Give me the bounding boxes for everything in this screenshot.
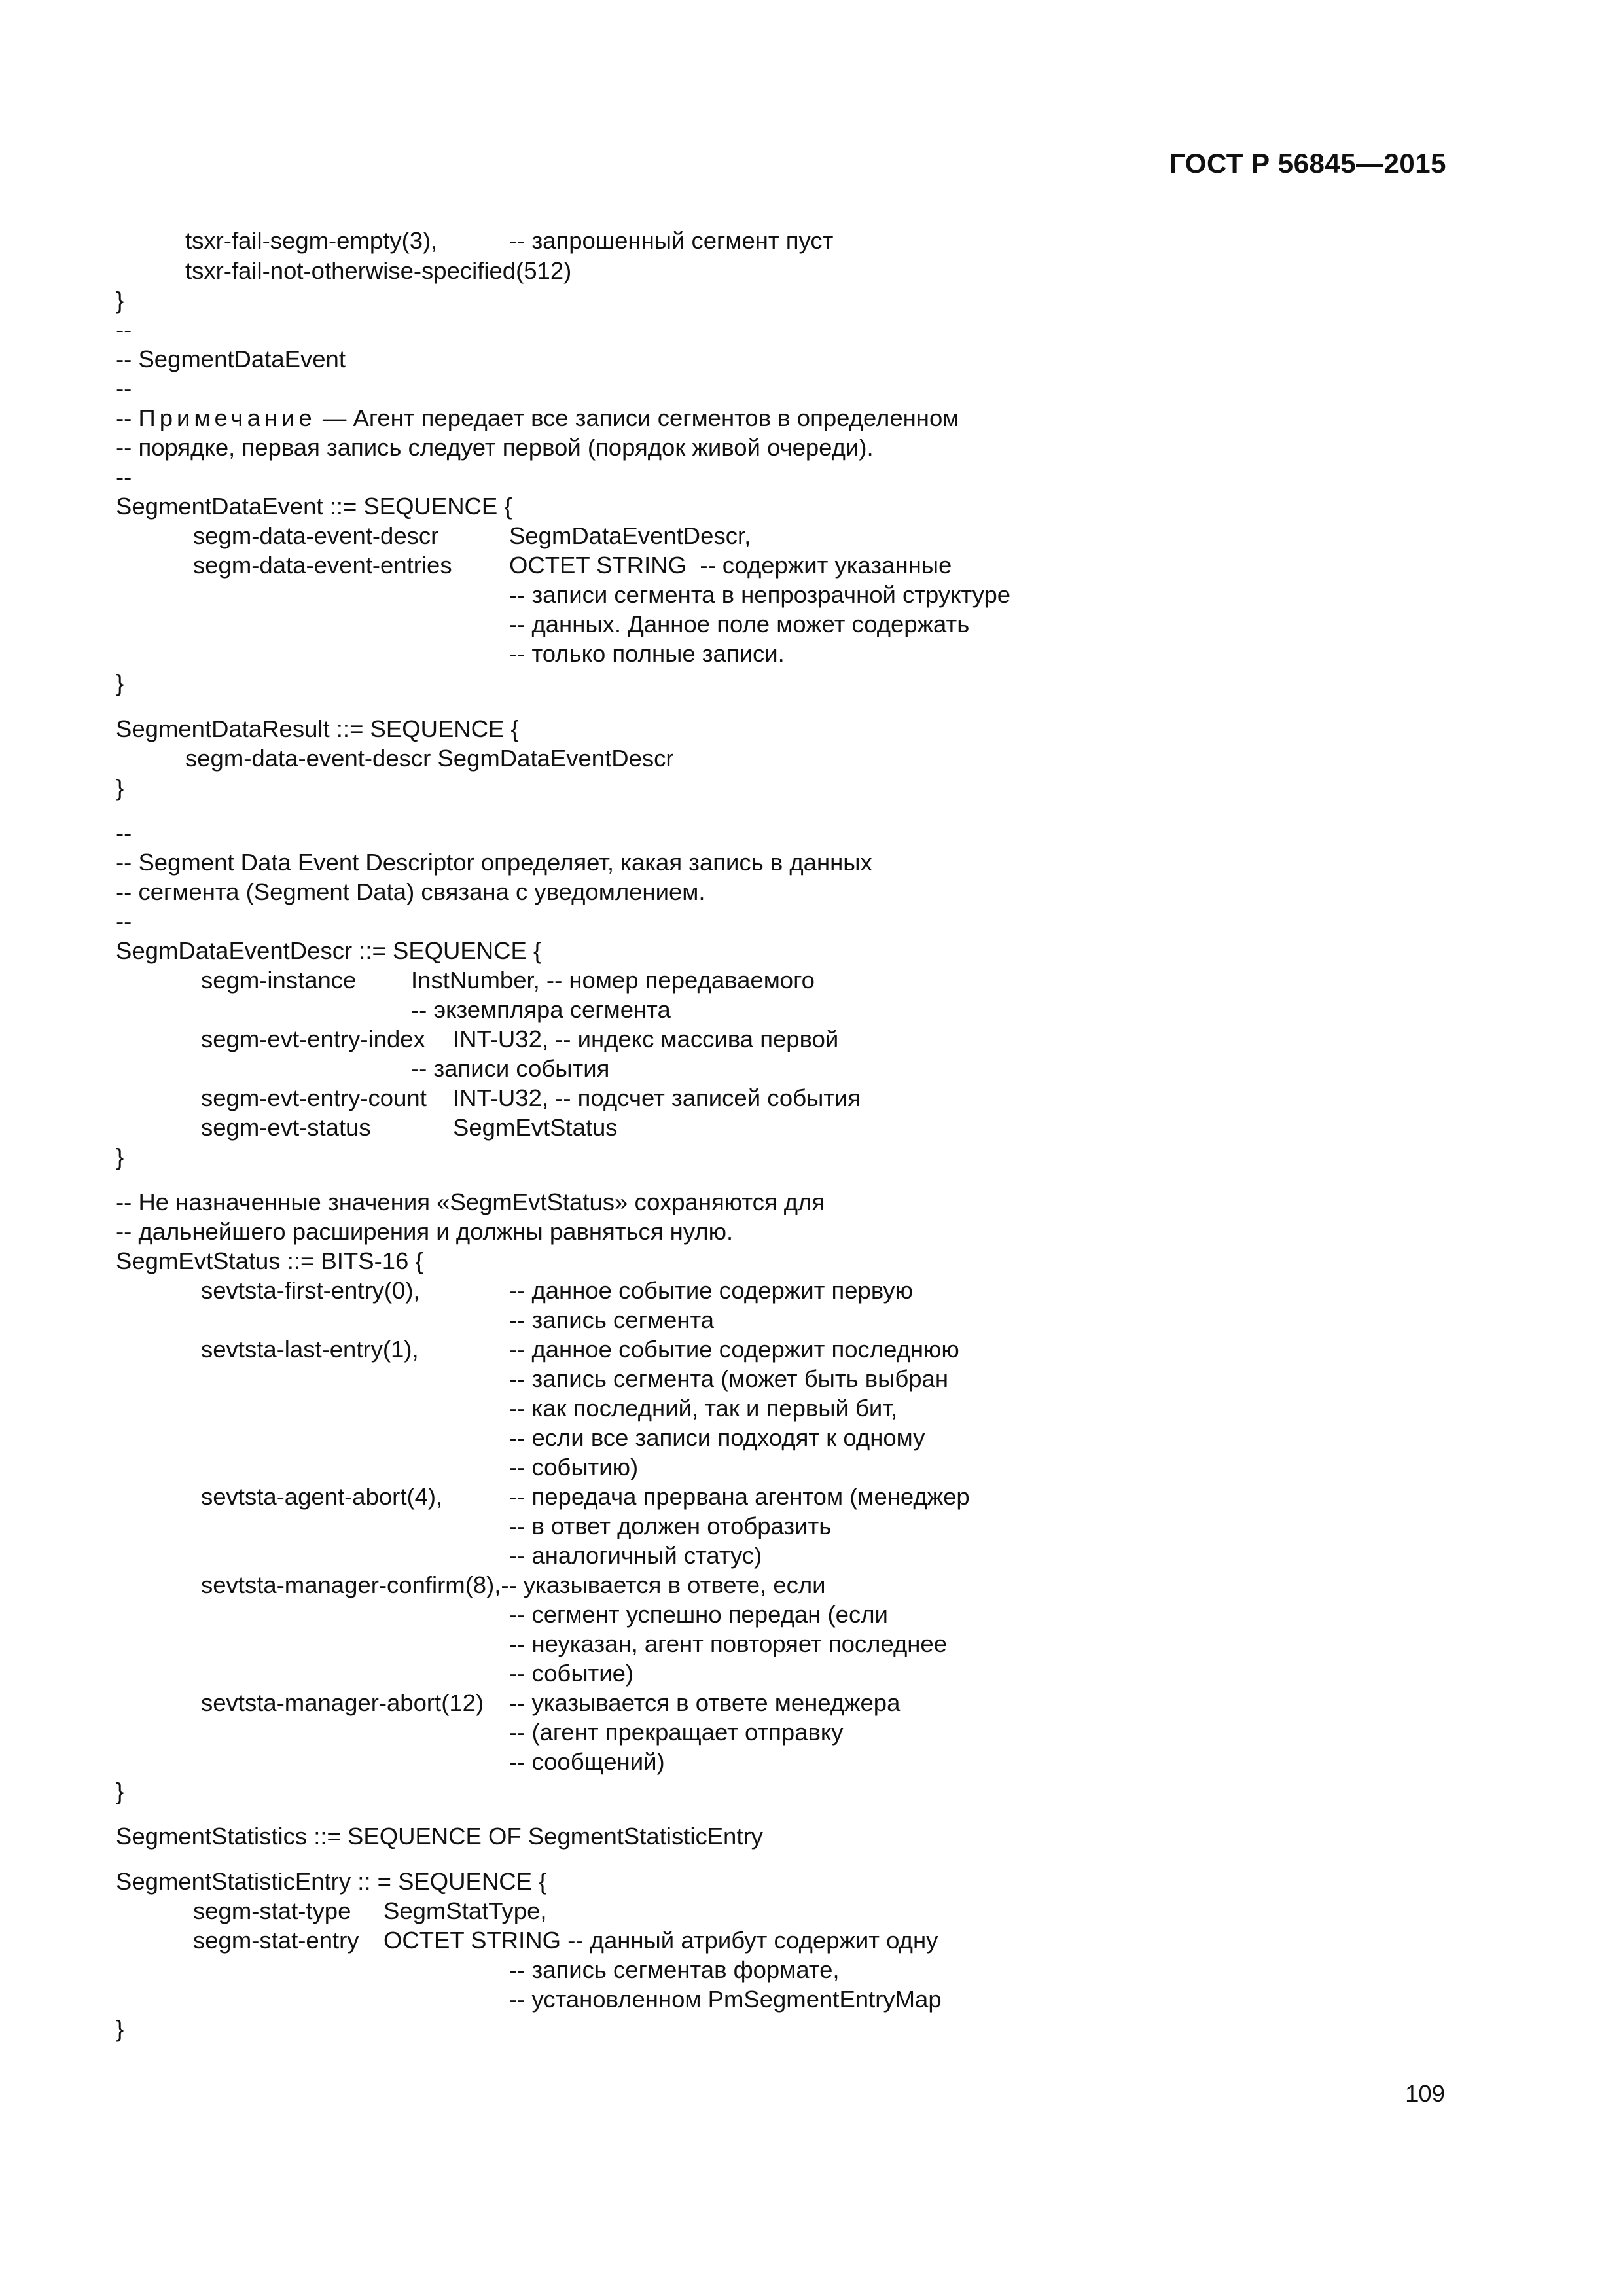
note-label: Примечание <box>138 404 316 431</box>
code-comment: -- передача прервана агентом (менеджер <box>509 1483 970 1510</box>
code-text: segm-stat-type <box>193 1897 351 1924</box>
code-comment: INT-U32, -- подсчет записей события <box>453 1085 861 1111</box>
code-text: } <box>116 774 124 801</box>
code-comment: -- только полные записи. <box>509 640 785 667</box>
code-text: -- <box>116 908 132 935</box>
code-text: -- <box>116 316 132 343</box>
code-comment: -- данное событие содержит последнюю <box>509 1336 959 1363</box>
code-text: -- дальнейшего расширения и должны равняться нулю. <box>116 1218 734 1245</box>
code-text: segm-evt-entry-count <box>201 1085 427 1111</box>
code-comment: SegmStatType, <box>383 1897 547 1924</box>
code-text: -- <box>116 819 132 846</box>
code-comment: -- запись сегментав формате, <box>509 1956 840 1983</box>
code-comment: OCTET STRING -- данный атрибут содержит одну <box>383 1927 938 1954</box>
code-comment: -- как последний, так и первый бит, <box>509 1395 898 1422</box>
document-header: ГОСТ Р 56845—2015 <box>1169 148 1446 179</box>
code-text: -- <box>116 375 132 402</box>
code-comment: -- указывается в ответе менеджера <box>509 1689 901 1716</box>
code-text: segm-data-event-descr SegmDataEventDescr <box>185 745 674 772</box>
code-comment: -- записи события <box>411 1055 610 1082</box>
code-text: -- порядке, первая запись следует первой (порядок живой очереди). <box>116 434 874 461</box>
code-comment: -- в ответ должен отобразить <box>509 1513 832 1539</box>
code-text: sevtsta-first-entry(0), <box>201 1277 420 1304</box>
code-text: SegmentStatistics ::= SEQUENCE OF SegmentStatisticEntry <box>116 1823 763 1850</box>
code-comment: -- событию) <box>509 1454 639 1480</box>
code-comment: SegmDataEventDescr, <box>509 522 751 549</box>
code-text: segm-instance <box>201 967 357 994</box>
code-comment: -- экземпляра сегмента <box>411 996 671 1023</box>
code-text: segm-stat-entry <box>193 1927 359 1954</box>
code-comment: INT-U32, -- индекс массива первой <box>453 1026 839 1052</box>
code-text: segm-evt-entry-index <box>201 1026 425 1052</box>
code-comment: SegmEvtStatus <box>453 1114 618 1141</box>
code-text: sevtsta-last-entry(1), <box>201 1336 419 1363</box>
code-comment: -- сегмент успешно передан (если <box>509 1601 888 1628</box>
code-comment: -- записи сегмента в непрозрачной структуре <box>509 581 1011 608</box>
code-text: SegmEvtStatus ::= BITS-16 { <box>116 1247 423 1274</box>
code-text: -- Не назначенные значения «SegmEvtStatus» сохраняются для <box>116 1189 825 1215</box>
code-comment: -- если все записи подходят к одному <box>509 1424 925 1451</box>
code-text: segm-data-event-entries <box>193 552 452 579</box>
code-text: SegmentDataEvent ::= SEQUENCE { <box>116 493 512 520</box>
code-comment: OCTET STRING -- содержит указанные <box>509 552 952 579</box>
code-comment: -- запись сегмента (может быть выбран <box>509 1365 949 1392</box>
code-text: tsxr-fail-segm-empty(3), <box>185 227 438 254</box>
code-comment: -- аналогичный статус) <box>509 1542 762 1569</box>
code-text: -- сегмента (Segment Data) связана с уведомлением. <box>116 878 705 905</box>
code-comment: InstNumber, -- номер передаваемого <box>411 967 815 994</box>
code-comment: -- неуказан, агент повторяет последнее <box>509 1630 948 1657</box>
code-text: } <box>116 1778 124 1804</box>
code-text: SegmentStatisticEntry :: = SEQUENCE { <box>116 1868 547 1895</box>
code-text: segm-data-event-descr <box>193 522 439 549</box>
code-comment: -- сообщений) <box>509 1748 665 1775</box>
code-text: SegmDataEventDescr ::= SEQUENCE { <box>116 937 542 964</box>
code-text: segm-evt-status <box>201 1114 371 1141</box>
page-number: 109 <box>1405 2080 1445 2107</box>
note-text: — Агент передает все записи сегментов в определенном <box>315 404 959 431</box>
code-text: } <box>116 1143 124 1170</box>
code-text: } <box>116 670 124 696</box>
code-text: sevtsta-agent-abort(4), <box>201 1483 443 1510</box>
code-text: sevtsta-manager-abort(12) <box>201 1689 484 1716</box>
code-text: -- Segment Data Event Descriptor определяет, какая запись в данных <box>116 849 872 876</box>
code-text: } <box>116 287 124 314</box>
code-comment: -- запись сегмента <box>509 1306 715 1333</box>
code-text: tsxr-fail-not-otherwise-specified(512) <box>185 257 572 284</box>
code-comment: -- данных. Данное поле может содержать <box>509 611 970 637</box>
code-comment: -- установленном PmSegmentEntryMap <box>509 1986 942 2013</box>
code-text: -- SegmentDataEvent <box>116 346 346 372</box>
code-comment: -- запрошенный сегмент пуст <box>509 227 834 254</box>
code-text: } <box>116 2015 124 2042</box>
code-text: -- <box>116 463 132 490</box>
code-comment: -- (агент прекращает отправку <box>509 1719 844 1746</box>
code-text: SegmentDataResult ::= SEQUENCE { <box>116 715 519 742</box>
code-comment: -- событие) <box>509 1660 634 1687</box>
code-comment: -- данное событие содержит первую <box>509 1277 914 1304</box>
code-text: sevtsta-manager-confirm(8),-- указывается в ответе, если <box>201 1571 826 1598</box>
code-text: -- Примечание — Агент передает все записи сегментов в определенном <box>116 404 959 431</box>
